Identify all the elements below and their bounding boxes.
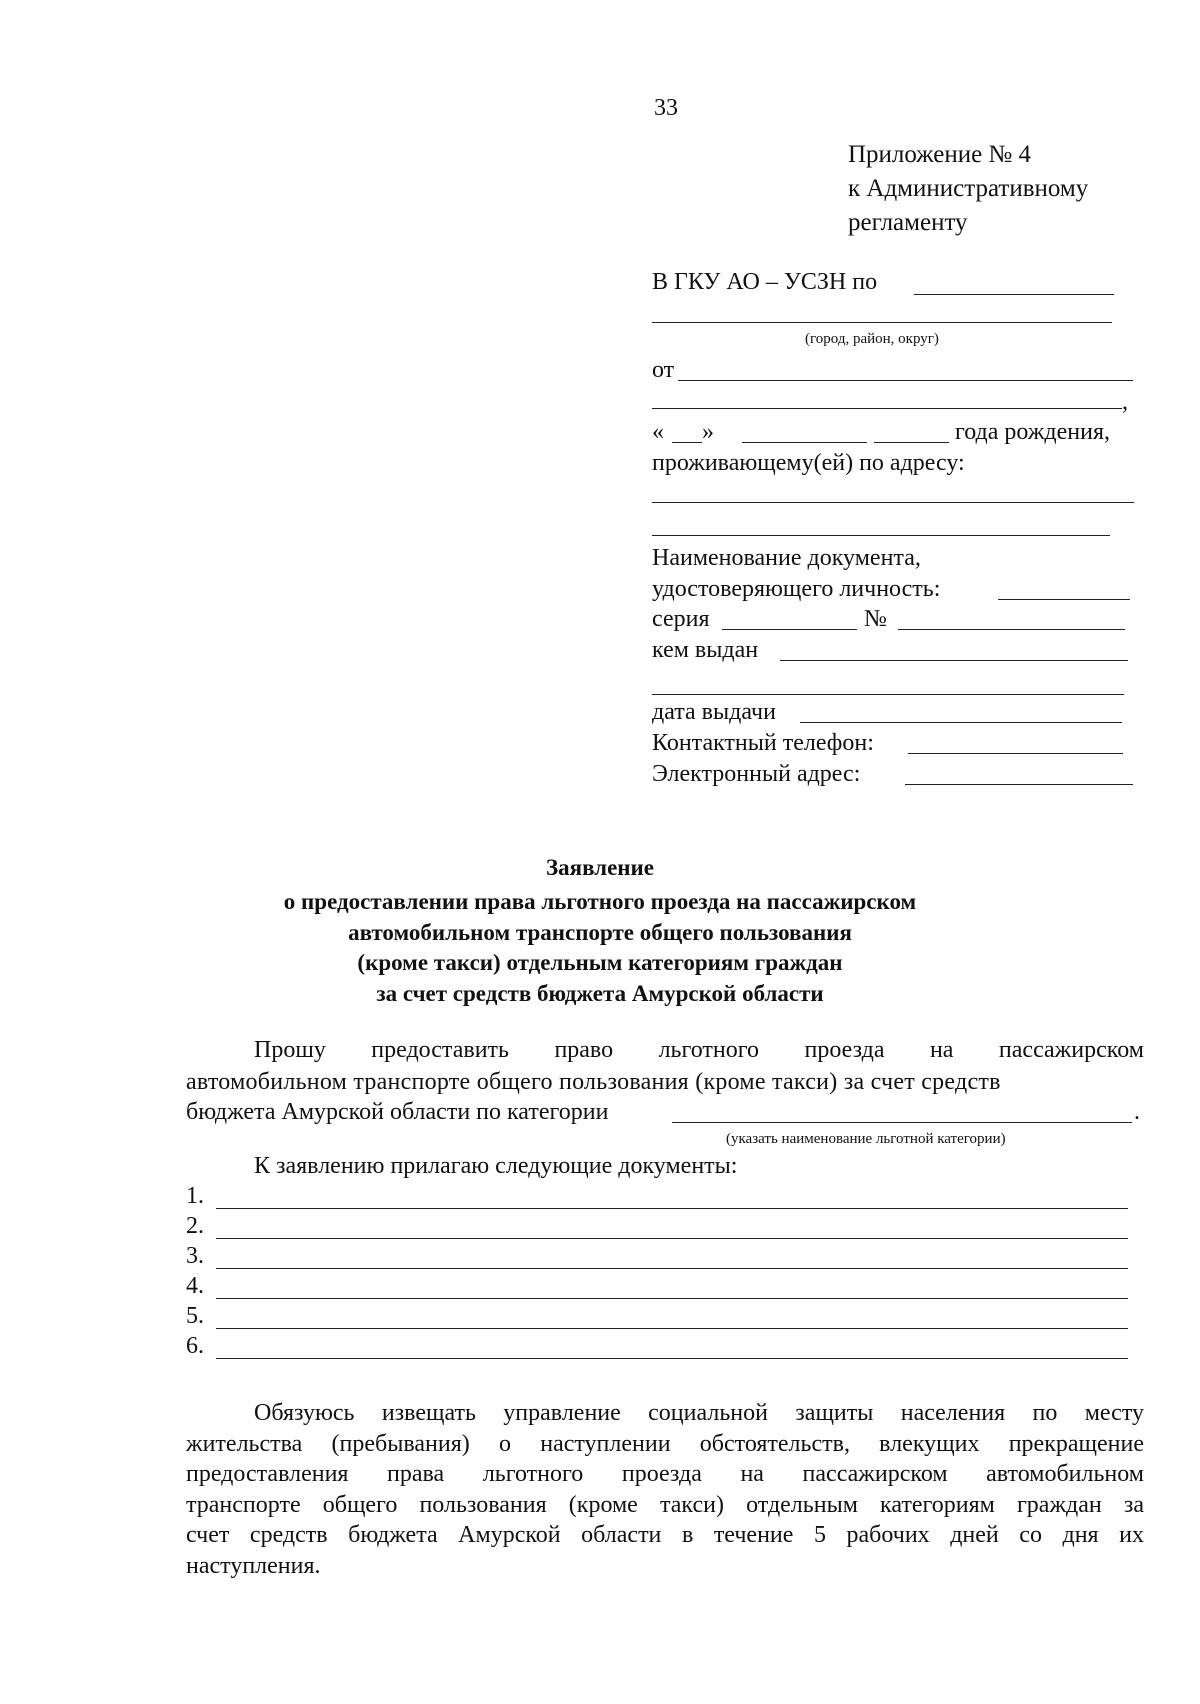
appendix-line: к Административному — [848, 175, 1089, 202]
number-label: № — [864, 606, 887, 632]
dob-day-field[interactable] — [672, 442, 702, 443]
issued-by-field[interactable] — [780, 660, 1128, 661]
addressee-to-label: В ГКУ АО – УСЗН по — [652, 269, 878, 295]
dob-open-quote: « — [652, 419, 664, 445]
appendix-line: регламенту — [848, 209, 968, 236]
email-field[interactable] — [905, 784, 1133, 785]
address-field[interactable] — [652, 502, 1134, 503]
issue-date-label: дата выдачи — [652, 699, 776, 725]
series-field[interactable] — [722, 629, 857, 630]
department-field-line2[interactable] — [652, 322, 1112, 323]
attachment-number: 4. — [186, 1273, 204, 1299]
obligation-line: жительства (пребывания) о наступлении обстоятельств, влекущих прекращение — [186, 1430, 1144, 1457]
dob-year-field[interactable] — [874, 442, 949, 443]
obligation-line: предоставления права льготного проезда на пассажирском автомобильном — [186, 1461, 1144, 1487]
request-line-3: бюджета Амурской области по категории — [186, 1099, 609, 1125]
category-hint: (указать наименование льготной категории) — [726, 1131, 1006, 1147]
request-word: Прошу — [254, 1037, 326, 1063]
comma: , — [1122, 389, 1128, 415]
category-field[interactable] — [672, 1122, 1132, 1123]
document-subtitle: автомобильном транспорте общего пользования — [348, 920, 852, 945]
city-hint: (город, район, округ) — [805, 331, 939, 347]
attachment-field-3[interactable] — [216, 1268, 1128, 1269]
department-field[interactable] — [914, 294, 1114, 295]
obligation-line: Обязуюсь извещать управление социальной защиты населения по месту — [254, 1400, 1144, 1426]
email-label: Электронный адрес: — [652, 761, 861, 787]
request-word: пассажирском — [998, 1037, 1144, 1063]
attachment-field-4[interactable] — [216, 1298, 1128, 1299]
attachment-number: 5. — [186, 1303, 204, 1329]
doc-name-field[interactable] — [998, 599, 1130, 600]
applicant-name-field[interactable] — [678, 380, 1133, 381]
number-field[interactable] — [898, 629, 1125, 630]
dob-month-field[interactable] — [742, 442, 867, 443]
phone-label: Контактный телефон: — [652, 730, 874, 756]
applicant-name-field-line2[interactable] — [652, 408, 1122, 409]
attachment-number: 6. — [186, 1333, 204, 1359]
dob-label: года рождения, — [955, 419, 1110, 445]
request-line-2: автомобильном транспорте общего пользования (кроме такси) за счет средств — [186, 1069, 1001, 1095]
attachment-field-1[interactable] — [216, 1208, 1128, 1209]
issued-by-label: кем выдан — [652, 637, 759, 663]
attachment-number: 1. — [186, 1183, 204, 1209]
series-label: серия — [652, 606, 710, 632]
attachments-intro: К заявлению прилагаю следующие документы: — [254, 1153, 738, 1179]
attachment-number: 3. — [186, 1243, 204, 1269]
request-word: проезда — [804, 1037, 885, 1063]
residence-label: проживающему(ей) по адресу: — [652, 450, 965, 476]
phone-field[interactable] — [908, 753, 1123, 754]
issued-by-field-line2[interactable] — [652, 694, 1124, 695]
obligation-line: наступления. — [186, 1552, 321, 1579]
document-title: Заявление — [545, 855, 655, 880]
request-word: право — [554, 1037, 614, 1063]
obligation-line: счет средств бюджета Амурской области в течение 5 рабочих дней со дня их — [186, 1522, 1144, 1548]
attachment-field-2[interactable] — [216, 1238, 1128, 1239]
request-line-1 — [254, 1036, 1144, 1065]
document-subtitle: о предоставлении права льготного проезда на пассажирском — [283, 889, 917, 914]
attachment-number: 2. — [186, 1213, 204, 1239]
issue-date-field[interactable] — [800, 722, 1122, 723]
document-subtitle: (кроме такси) отдельным категориям граждан — [357, 950, 843, 975]
appendix-block — [848, 138, 1088, 240]
document-subtitle: за счет средств бюджета Амурской области — [376, 981, 824, 1006]
attachment-field-6[interactable] — [216, 1358, 1128, 1359]
doc-name-label: Наименование документа, — [652, 545, 921, 571]
request-word: на — [929, 1037, 954, 1063]
obligation-paragraph — [186, 1398, 1144, 1581]
request-period: . — [1134, 1099, 1140, 1125]
appendix-line: Приложение № 4 — [848, 141, 1032, 168]
request-word: льготного — [658, 1037, 760, 1063]
dob-close-quote: » — [702, 419, 714, 445]
doc-identity-label: удостоверяющего личность: — [652, 576, 941, 602]
request-word: предоставить — [371, 1037, 509, 1063]
obligation-line: транспорте общего пользования (кроме такси) отдельным категориям граждан за — [186, 1491, 1144, 1518]
from-label: от — [652, 357, 675, 383]
page-number: 33 — [654, 95, 678, 121]
address-field-line2[interactable] — [652, 535, 1110, 536]
attachment-field-5[interactable] — [216, 1328, 1128, 1329]
